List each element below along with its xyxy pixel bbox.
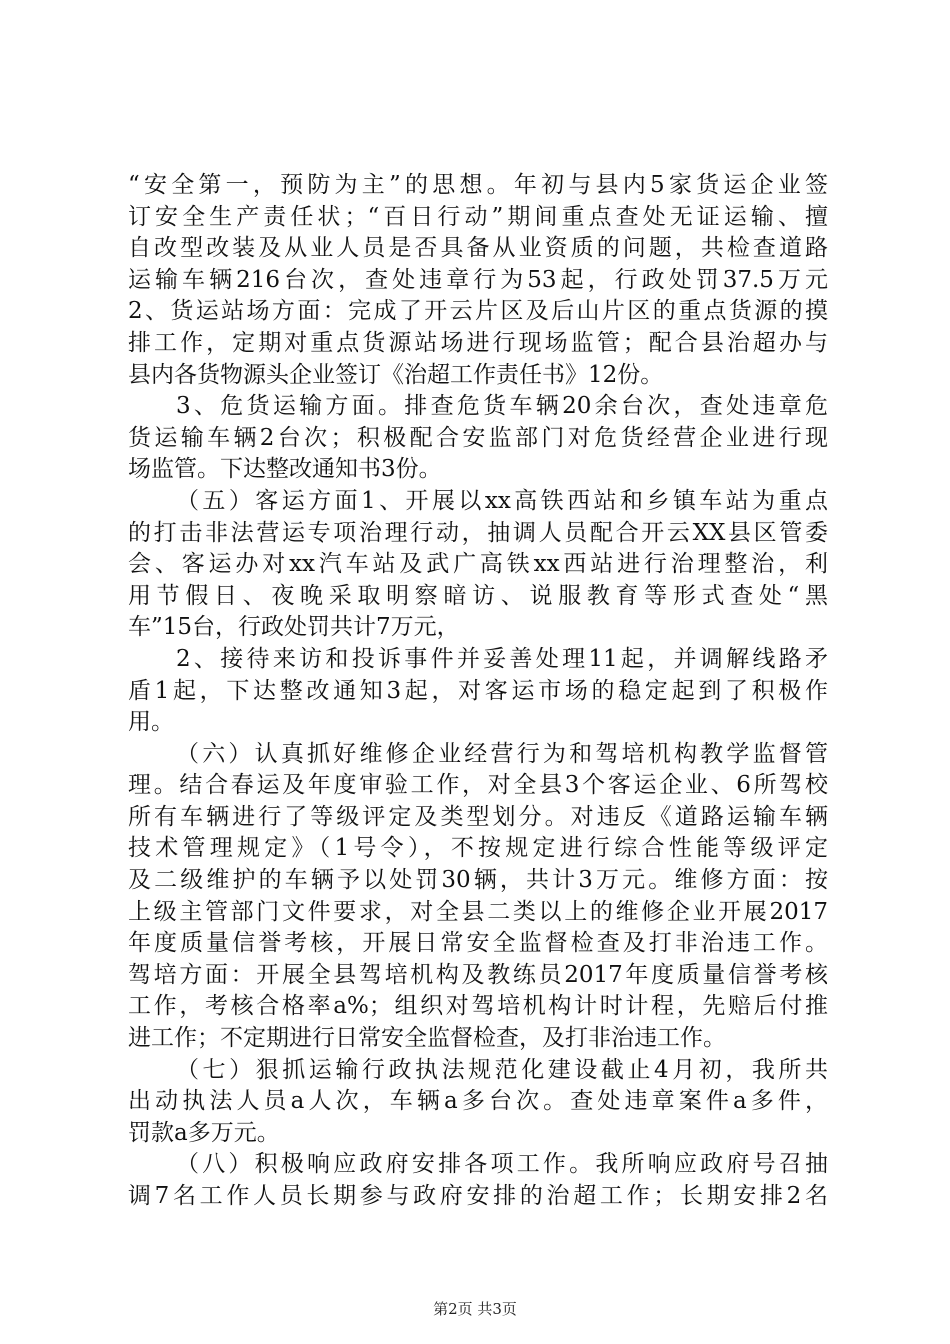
text-line: 场监管。下达整改通知书3份。 xyxy=(128,456,442,483)
paragraph-2 xyxy=(128,391,828,486)
text-line: “安全第一，预防为主”的思想。年初与县内5家货运企业签 xyxy=(128,172,828,198)
text-line: 调7名工作人员长期参与政府安排的治超工作；长期安排2名 xyxy=(128,1183,828,1209)
paragraph-5 xyxy=(128,739,828,1055)
text-line: 2、货运站场方面：完成了开云片区及后山片区的重点货源的摸 xyxy=(128,298,828,325)
text-line: 工作，考核合格率a%；组织对驾培机构计时计程，先赔后付推 xyxy=(128,993,828,1020)
text-line: 订安全生产责任状；“百日行动”期间重点查处无证运输、擅 xyxy=(128,203,828,230)
text-line: 用。 xyxy=(128,709,174,736)
text-line: （六）认真抓好维修企业经营行为和驾培机构教学监督管 xyxy=(176,740,828,767)
text-line: 出动执法人员a人次，车辆a多台次。查处违章案件a多件， xyxy=(128,1088,828,1115)
document-body xyxy=(128,170,828,1213)
text-line: 车”15台，行政处罚共计7万元， xyxy=(128,614,460,641)
text-line: 2、接待来访和投诉事件并妥善处理11起，并调解线路矛 xyxy=(176,645,828,672)
text-line: 县内各货物源头企业签订《治超工作责任书》12份。 xyxy=(128,361,664,388)
text-line: 的打击非法营运专项治理行动，抽调人员配合开云XX县区管委 xyxy=(128,519,828,546)
text-line: 所有车辆进行了等级评定及类型划分。对违反《道路运输车辆 xyxy=(128,803,828,830)
text-line: 驾培方面：开展全县驾培机构及教练员2017年度质量信誉考核 xyxy=(128,961,828,988)
text-line: 会、客运办对xx汽车站及武广高铁xx西站进行治理整治，利 xyxy=(128,551,828,578)
text-line: 进工作；不定期进行日常安全监督检查，及打非治违工作。 xyxy=(128,1025,726,1052)
paragraph-4 xyxy=(128,644,828,739)
text-line: 用节假日、夜晚采取明察暗访、说服教育等形式查处“黑 xyxy=(128,582,828,609)
text-line: 罚款a多万元。 xyxy=(128,1119,280,1146)
paragraph-7 xyxy=(128,1149,828,1212)
text-line: 及二级维护的车辆予以处罚30辆，共计3万元。维修方面：按 xyxy=(128,867,828,894)
text-line: 自改型改装及从业人员是否具备从业资质的问题，共检查道路 xyxy=(128,235,828,262)
text-line: （八）积极响应政府安排各项工作。我所响应政府号召抽 xyxy=(176,1151,828,1178)
text-line: 盾1起，下达整改通知3起，对客运市场的稳定起到了积极作 xyxy=(128,677,828,704)
page-number-footer: 第2页 共3页 xyxy=(433,1300,517,1318)
paragraph-6 xyxy=(128,1055,828,1150)
paragraph-3 xyxy=(128,486,828,644)
text-line: 运输车辆216台次，查处违章行为53起，行政处罚37.5万元 xyxy=(128,266,828,293)
text-line: 技术管理规定》（1号令），不按规定进行综合性能等级评定 xyxy=(128,835,828,862)
text-line: 年度质量信誉考核，开展日常安全监督检查及打非治违工作。 xyxy=(128,930,828,957)
text-line: 货运输车辆2台次；积极配合安监部门对危货经营企业进行现 xyxy=(128,424,828,451)
text-line: 理。结合春运及年度审验工作，对全县3个客运企业、6所驾校 xyxy=(128,772,828,799)
paragraph-1 xyxy=(128,170,828,391)
text-line: 排工作，定期对重点货源站场进行现场监管；配合县治超办与 xyxy=(128,329,828,356)
text-line: 3、危货运输方面。排查危货车辆20余台次，查处违章危 xyxy=(176,393,828,420)
text-line: （五）客运方面1、开展以xx高铁西站和乡镇车站为重点 xyxy=(176,487,828,514)
text-line: （七）狠抓运输行政执法规范化建设截止4月初，我所共 xyxy=(176,1056,828,1083)
text-line: 上级主管部门文件要求，对全县二类以上的维修企业开展2017 xyxy=(128,898,828,925)
